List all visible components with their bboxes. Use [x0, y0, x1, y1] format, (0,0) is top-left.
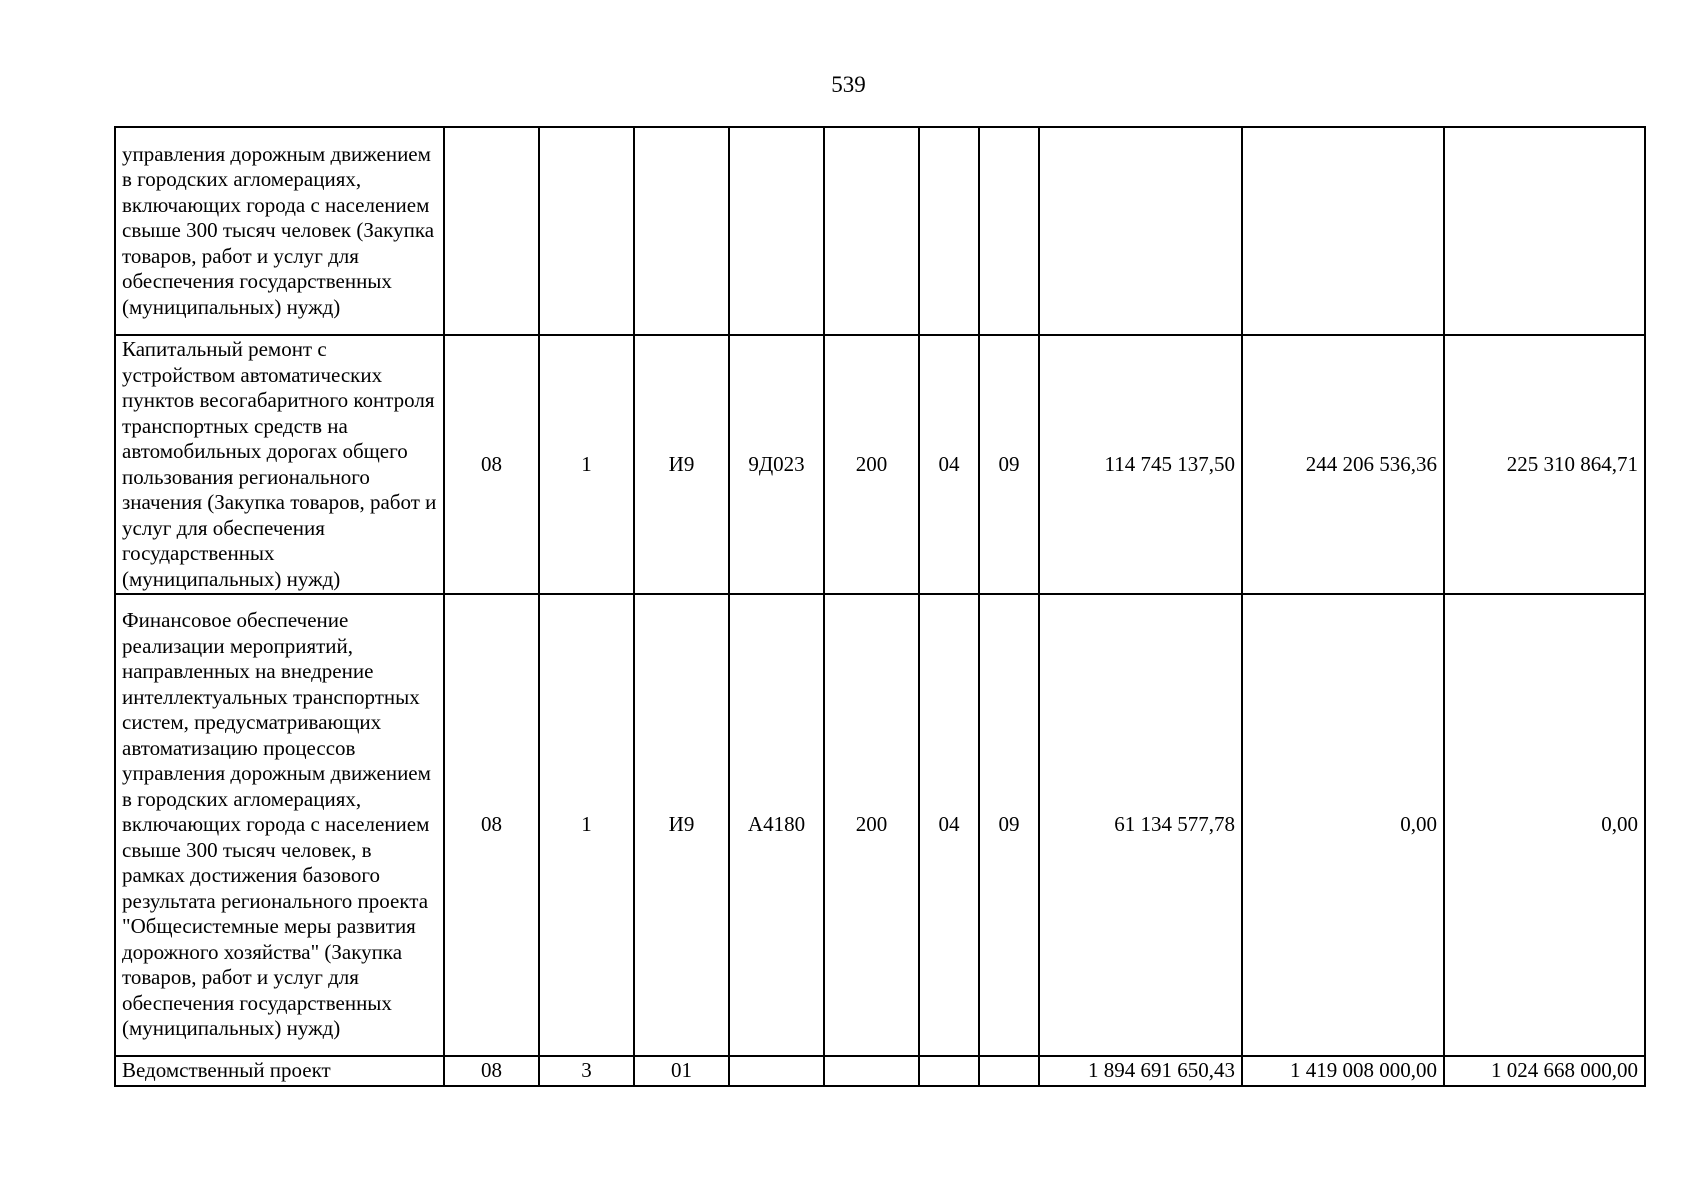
amount-cell: 1 419 008 000,00	[1242, 1056, 1444, 1086]
code-cell: 200	[824, 335, 919, 594]
code-cell: И9	[634, 594, 729, 1056]
amount-cell: 61 134 577,78	[1039, 594, 1242, 1056]
code-cell	[729, 1056, 824, 1086]
code-cell	[919, 1056, 979, 1086]
row-name-cell: Капитальный ремонт с устройством автоматических пунктов весогабаритного контроля транспортных средств на автомобильных дорогах общего пользования регионального значения (Закупка товаров, работ и услуг для обеспечения государственных (муниципальных) нужд)	[115, 335, 444, 594]
code-cell	[824, 127, 919, 335]
amount-cell	[1242, 127, 1444, 335]
code-cell: 04	[919, 335, 979, 594]
amount-cell	[1444, 127, 1645, 335]
amount-cell: 0,00	[1444, 594, 1645, 1056]
amount-cell	[1039, 127, 1242, 335]
code-cell: 09	[979, 335, 1039, 594]
code-cell: 9Д023	[729, 335, 824, 594]
table-row	[115, 1056, 1645, 1086]
page-number: 539	[831, 72, 866, 97]
code-cell	[919, 127, 979, 335]
code-cell: 04	[919, 594, 979, 1056]
code-cell: 09	[979, 594, 1039, 1056]
row-name-cell: Ведомственный проект	[115, 1056, 444, 1086]
code-cell	[979, 1056, 1039, 1086]
table-row	[115, 335, 1645, 594]
code-cell	[729, 127, 824, 335]
code-cell	[634, 127, 729, 335]
amount-cell: 244 206 536,36	[1242, 335, 1444, 594]
budget-table	[114, 126, 1646, 1087]
code-cell	[979, 127, 1039, 335]
code-cell	[539, 127, 634, 335]
amount-cell: 1 894 691 650,43	[1039, 1056, 1242, 1086]
code-cell	[444, 127, 539, 335]
code-cell: 200	[824, 594, 919, 1056]
code-cell: 01	[634, 1056, 729, 1086]
row-name-cell: Финансовое обеспечение реализации мероприятий, направленных на внедрение интеллектуальных транспортных систем, предусматривающих автоматизацию процессов управления дорожным движением в городских агломерациях, включающих города с населением свыше 300 тысяч человек, в рамках достижения базового результата регионального проекта "Общесистемные меры развития дорожного хозяйства" (Закупка товаров, работ и услуг для обеспечения государственных (муниципальных) нужд)	[115, 594, 444, 1056]
row-name-cell: управления дорожным движением в городских агломерациях, включающих города с населением свыше 300 тысяч человек (Закупка товаров, работ и услуг для обеспечения государственных (муниципальных) нужд)	[115, 127, 444, 335]
code-cell: 3	[539, 1056, 634, 1086]
table-row	[115, 594, 1645, 1056]
amount-cell: 225 310 864,71	[1444, 335, 1645, 594]
code-cell: И9	[634, 335, 729, 594]
amount-cell: 114 745 137,50	[1039, 335, 1242, 594]
code-cell: А4180	[729, 594, 824, 1056]
code-cell	[824, 1056, 919, 1086]
code-cell: 1	[539, 335, 634, 594]
code-cell: 08	[444, 594, 539, 1056]
table-row	[115, 127, 1645, 335]
code-cell: 08	[444, 1056, 539, 1086]
code-cell: 08	[444, 335, 539, 594]
code-cell: 1	[539, 594, 634, 1056]
amount-cell: 1 024 668 000,00	[1444, 1056, 1645, 1086]
amount-cell: 0,00	[1242, 594, 1444, 1056]
